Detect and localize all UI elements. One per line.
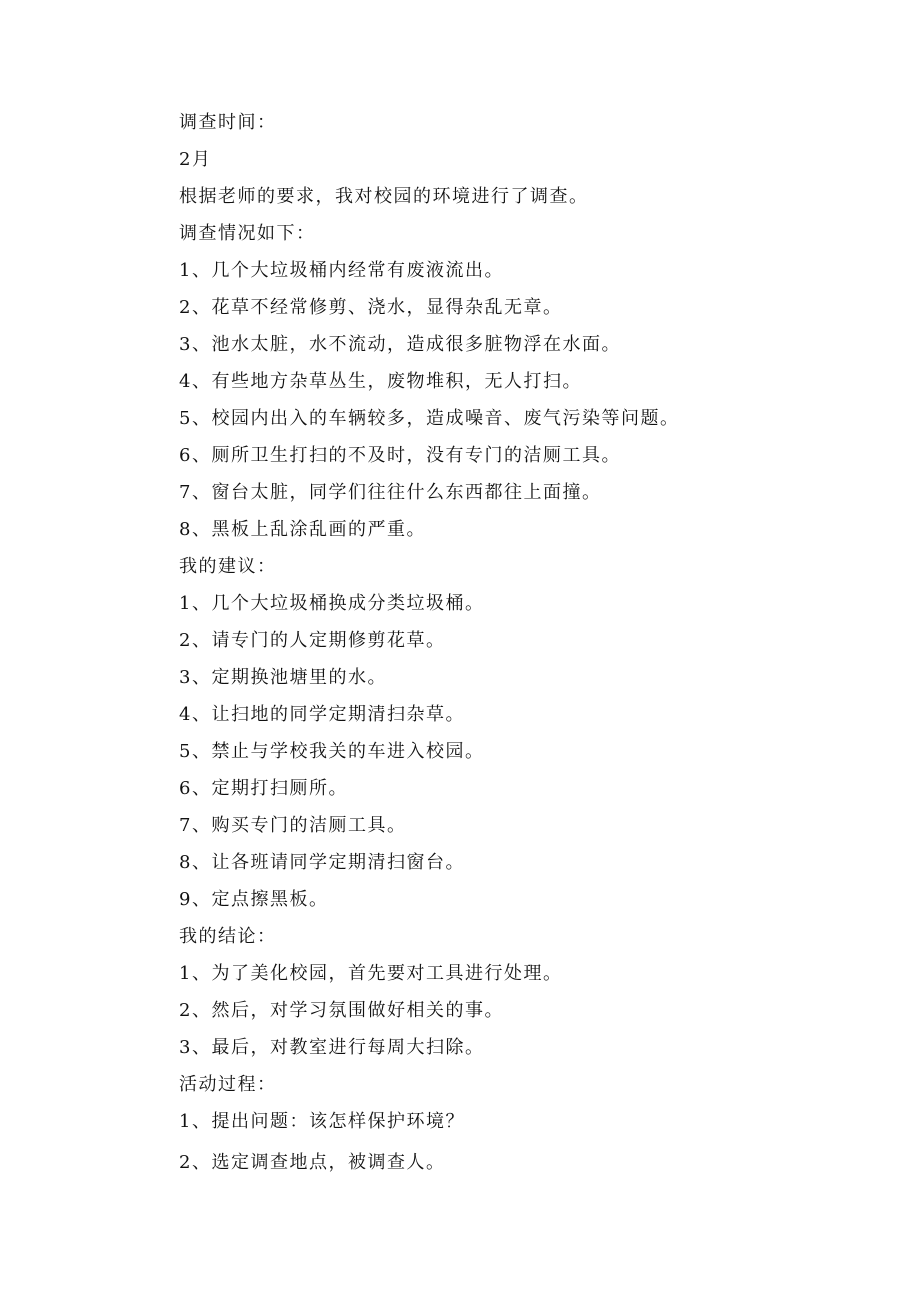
process-item: 1、提出问题：该怎样保护环境？ [179, 1111, 465, 1132]
conclusion-item: 2、然后，对学习氛围做好相关的事。 [179, 1000, 504, 1021]
section-heading-conclusion: 我的结论： [179, 926, 277, 947]
finding-item: 6、厕所卫生打扫的不及时，没有专门的洁厕工具。 [179, 445, 621, 466]
suggestion-item: 6、定期打扫厕所。 [179, 778, 348, 799]
finding-item: 4、有些地方杂草丛生，废物堆积，无人打扫。 [179, 371, 582, 392]
finding-item: 8、黑板上乱涂乱画的严重。 [179, 519, 426, 540]
conclusion-item: 3、最后，对教室进行每周大扫除。 [179, 1037, 485, 1058]
section-heading-findings: 调查情况如下： [179, 223, 316, 244]
suggestion-item: 1、几个大垃圾桶换成分类垃圾桶。 [179, 593, 485, 614]
finding-item: 2、花草不经常修剪、浇水，显得杂乱无章。 [179, 297, 563, 318]
finding-item: 3、池水太脏，水不流动，造成很多脏物浮在水面。 [179, 334, 621, 355]
suggestion-item: 5、禁止与学校我关的车进入校园。 [179, 741, 485, 762]
document-body [179, 104, 879, 1181]
suggestion-item: 2、请专门的人定期修剪花草。 [179, 630, 446, 651]
conclusion-item: 1、为了美化校园，首先要对工具进行处理。 [179, 963, 563, 984]
intro-paragraph: 根据老师的要求，我对校园的环境进行了调查。 [179, 186, 589, 207]
finding-item: 7、窗台太脏，同学们往往什么东西都往上面撞。 [179, 482, 602, 503]
suggestion-item: 3、定期换池塘里的水。 [179, 667, 387, 688]
section-heading-process: 活动过程： [179, 1074, 277, 1095]
suggestion-item: 4、让扫地的同学定期清扫杂草。 [179, 704, 465, 725]
survey-time-label: 调查时间： [179, 112, 277, 133]
suggestion-item: 8、让各班请同学定期清扫窗台。 [179, 852, 465, 873]
process-item: 2、选定调查地点，被调查人。 [179, 1152, 446, 1173]
suggestion-item: 9、定点擦黑板。 [179, 889, 329, 910]
survey-time-value: 2月 [179, 149, 212, 170]
finding-item: 5、校园内出入的车辆较多，造成噪音、废气污染等问题。 [179, 408, 680, 429]
suggestion-item: 7、购买专门的洁厕工具。 [179, 815, 407, 836]
finding-item: 1、几个大垃圾桶内经常有废液流出。 [179, 260, 504, 281]
section-heading-suggestions: 我的建议： [179, 556, 277, 577]
